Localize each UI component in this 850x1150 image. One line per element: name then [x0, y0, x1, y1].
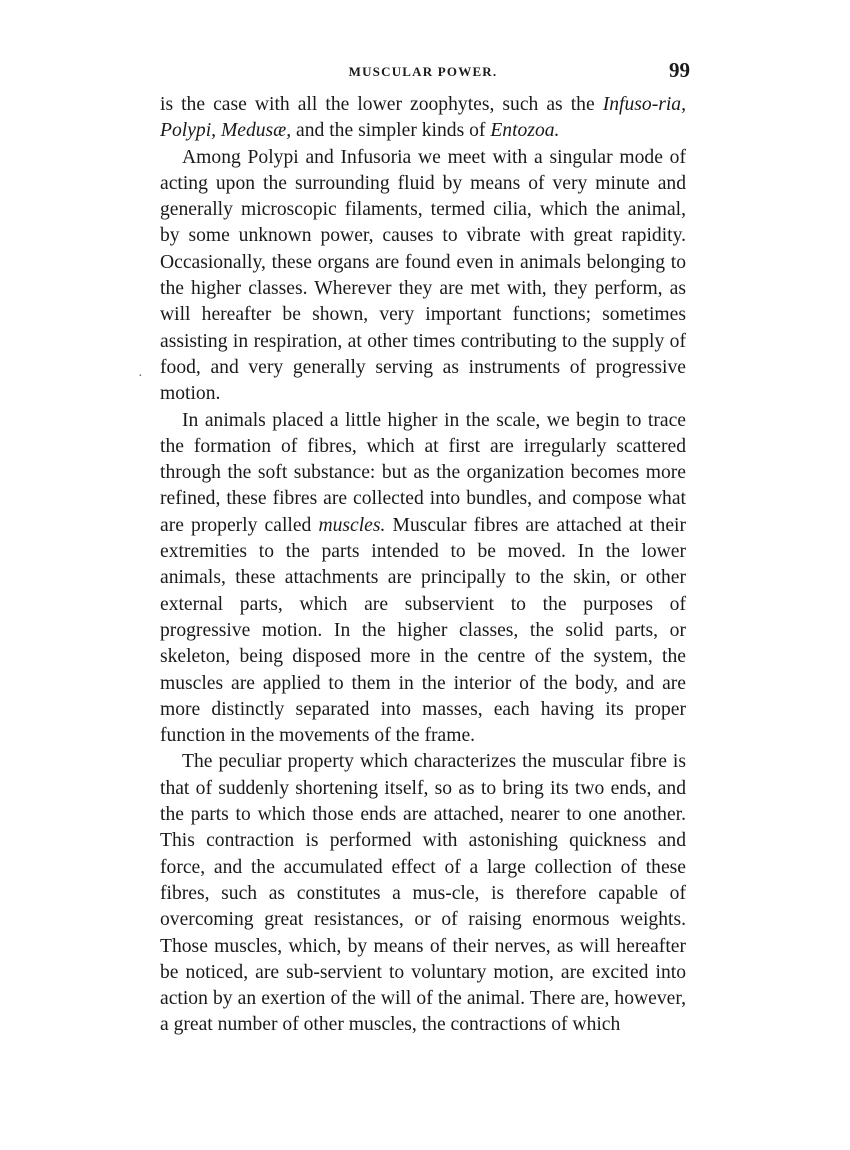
body-text — [160, 92, 686, 1039]
paragraph-fibres — [160, 408, 686, 750]
paragraph-cilia — [160, 145, 686, 408]
text-run: is the case with all the lower zoophytes, such as the — [160, 94, 603, 115]
paragraph-continued — [160, 92, 686, 145]
italic-term: muscles. — [318, 514, 386, 536]
running-title: MUSCULAR POWER. — [348, 64, 498, 79]
text-run: The peculiar property which characterizes the muscular fibre is that of suddenly shortening itself, so as to bring its two ends, and the parts to which those ends are attached, nearer to one another. This contraction is performed with astonishing quickness and force, and the accumulated effect of a large collection of these fibres, such as constitutes a mus-cle, is therefore capable of overcoming great resistances, or of raising enormous weights. Those muscles, which, by means of their nerves, as will hereafter be noticed, are sub-servient to voluntary motion, are excited into action by an exertion of the will of the animal. There are, however, a great number of other muscles, the contractions of which — [160, 751, 686, 1036]
text-run: Muscular fibres are attached at their extremities to the parts intended to be moved. In the lower animals, these attachments are principally to the skin, or other external parts, which are subservient to the purposes of progressive motion. In the higher classes, the solid parts, or skeleton, being disposed more in the centre of the system, the muscles are applied to them in the interior of the body, and are more distinctly separated into masses, each having its proper function in the movements of the frame. — [160, 514, 686, 747]
paragraph-contraction — [160, 749, 686, 1038]
text-run: Among Polypi and Infusoria we meet with a singular mode of acting upon the surrounding fluid by means of very minute and generally microscopic filaments, termed cilia, which the animal, by some unknown power, causes to vibrate with great rapidity. Occasionally, these organs are found even in animals belonging to the higher classes. Wherever they are met with, they perform, as will hereafter be shown, very important functions; sometimes assisting in respiration, at other times contributing to the supply of food, and very generally serving as instruments of progressive motion. — [160, 146, 686, 405]
text-run: and the simpler kinds of — [291, 120, 491, 142]
page-number: 99 — [669, 58, 690, 82]
italic-taxa: Infuso-ria, Polypi, Medusæ, — [160, 94, 686, 142]
book-page — [160, 58, 690, 1039]
running-head — [160, 58, 690, 88]
margin-mark: · — [138, 369, 143, 384]
text-run: In animals placed a little higher in the scale, we begin to trace the formation of fibres, which at first are irregularly scattered through the soft substance: but as the organization becomes more refined, these fibres are collected into bundles, and compose what are properly called — [160, 409, 686, 536]
italic-taxa: Entozoa. — [490, 120, 560, 142]
